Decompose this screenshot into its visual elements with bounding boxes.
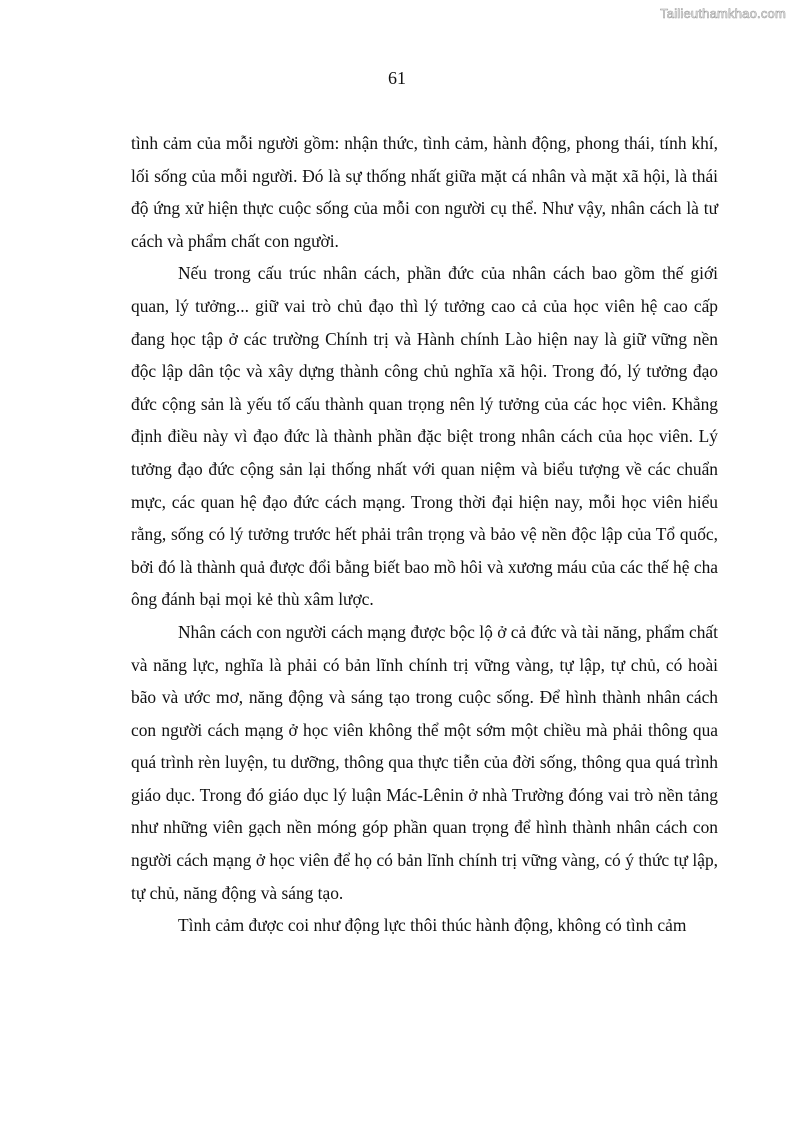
page-number: 61 xyxy=(388,68,406,88)
paragraph-2: Nếu trong cấu trúc nhân cách, phần đức của nhân cách bao gồm thế giới quan, lý tưởng... giữ vai trò chủ đạo thì lý tưởng cao cả của học viên hệ cao cấp đang học tập ở các trường Chính trị và Hành chính Lào hiện nay là giữ vững nền độc lập dân tộc và xây dựng thành công chủ nghĩa xã hội. Trong đó, lý tưởng đạo đức cộng sản là yếu tố cấu thành quan trọng nên lý tưởng của các học viên. Khẳng định điều này vì đạo đức là thành phần đặc biệt trong nhân cách của học viên. Lý tưởng đạo đức cộng sản lại thống nhất với quan niệm và biểu tượng về các chuẩn mực, các quan hệ đạo đức cách mạng. Trong thời đại hiện nay, mỗi học viên hiểu rằng, sống có lý tưởng trước hết phải trân trọng và bảo vệ nền độc lập của Tổ quốc, bởi đó là thành quả được đổi bằng biết bao mồ hôi và xương máu của các thế hệ cha ông đánh bại mọi kẻ thù xâm lược. xyxy=(131,263,718,610)
watermark-text: Tailieuthamkhao.com xyxy=(660,6,786,21)
paragraph-4: Tình cảm được coi như động lực thôi thúc hành động, không có tình cảm xyxy=(178,915,687,936)
paragraph-3: Nhân cách con người cách mạng được bộc lộ ở cả đức và tài năng, phẩm chất và năng lực, nghĩa là phải có bản lĩnh chính trị vững vàng, tự lập, tự chủ, có hoài bão và ước mơ, năng động và sáng tạo trong cuộc sống. Để hình thành nhân cách con người cách mạng ở học viên không thể một sớm một chiều mà phải thông qua quá trình rèn luyện, tu dưỡng, thông qua thực tiễn của đời sống, thông qua quá trình giáo dục. Trong đó giáo dục lý luận Mác-Lênin ở nhà Trường đóng vai trò nền tảng như những viên gạch nền móng góp phần quan trọng để hình thành nhân cách con người cách mạng ở học viên để họ có bản lĩnh chính trị vững vàng, có ý thức tự lập, tự chủ, năng động và sáng tạo. xyxy=(131,621,718,903)
paragraph-1: tình cảm của mỗi người gồm: nhận thức, tình cảm, hành động, phong thái, tính khí, lối sống của mỗi người. Đó là sự thống nhất giữa mặt cá nhân và mặt xã hội, là thái độ ứng xử hiện thực cuộc sống của mỗi con người cụ thể. Như vậy, nhân cách là tư cách và phẩm chất con người. xyxy=(131,133,718,251)
document-body xyxy=(131,127,718,942)
